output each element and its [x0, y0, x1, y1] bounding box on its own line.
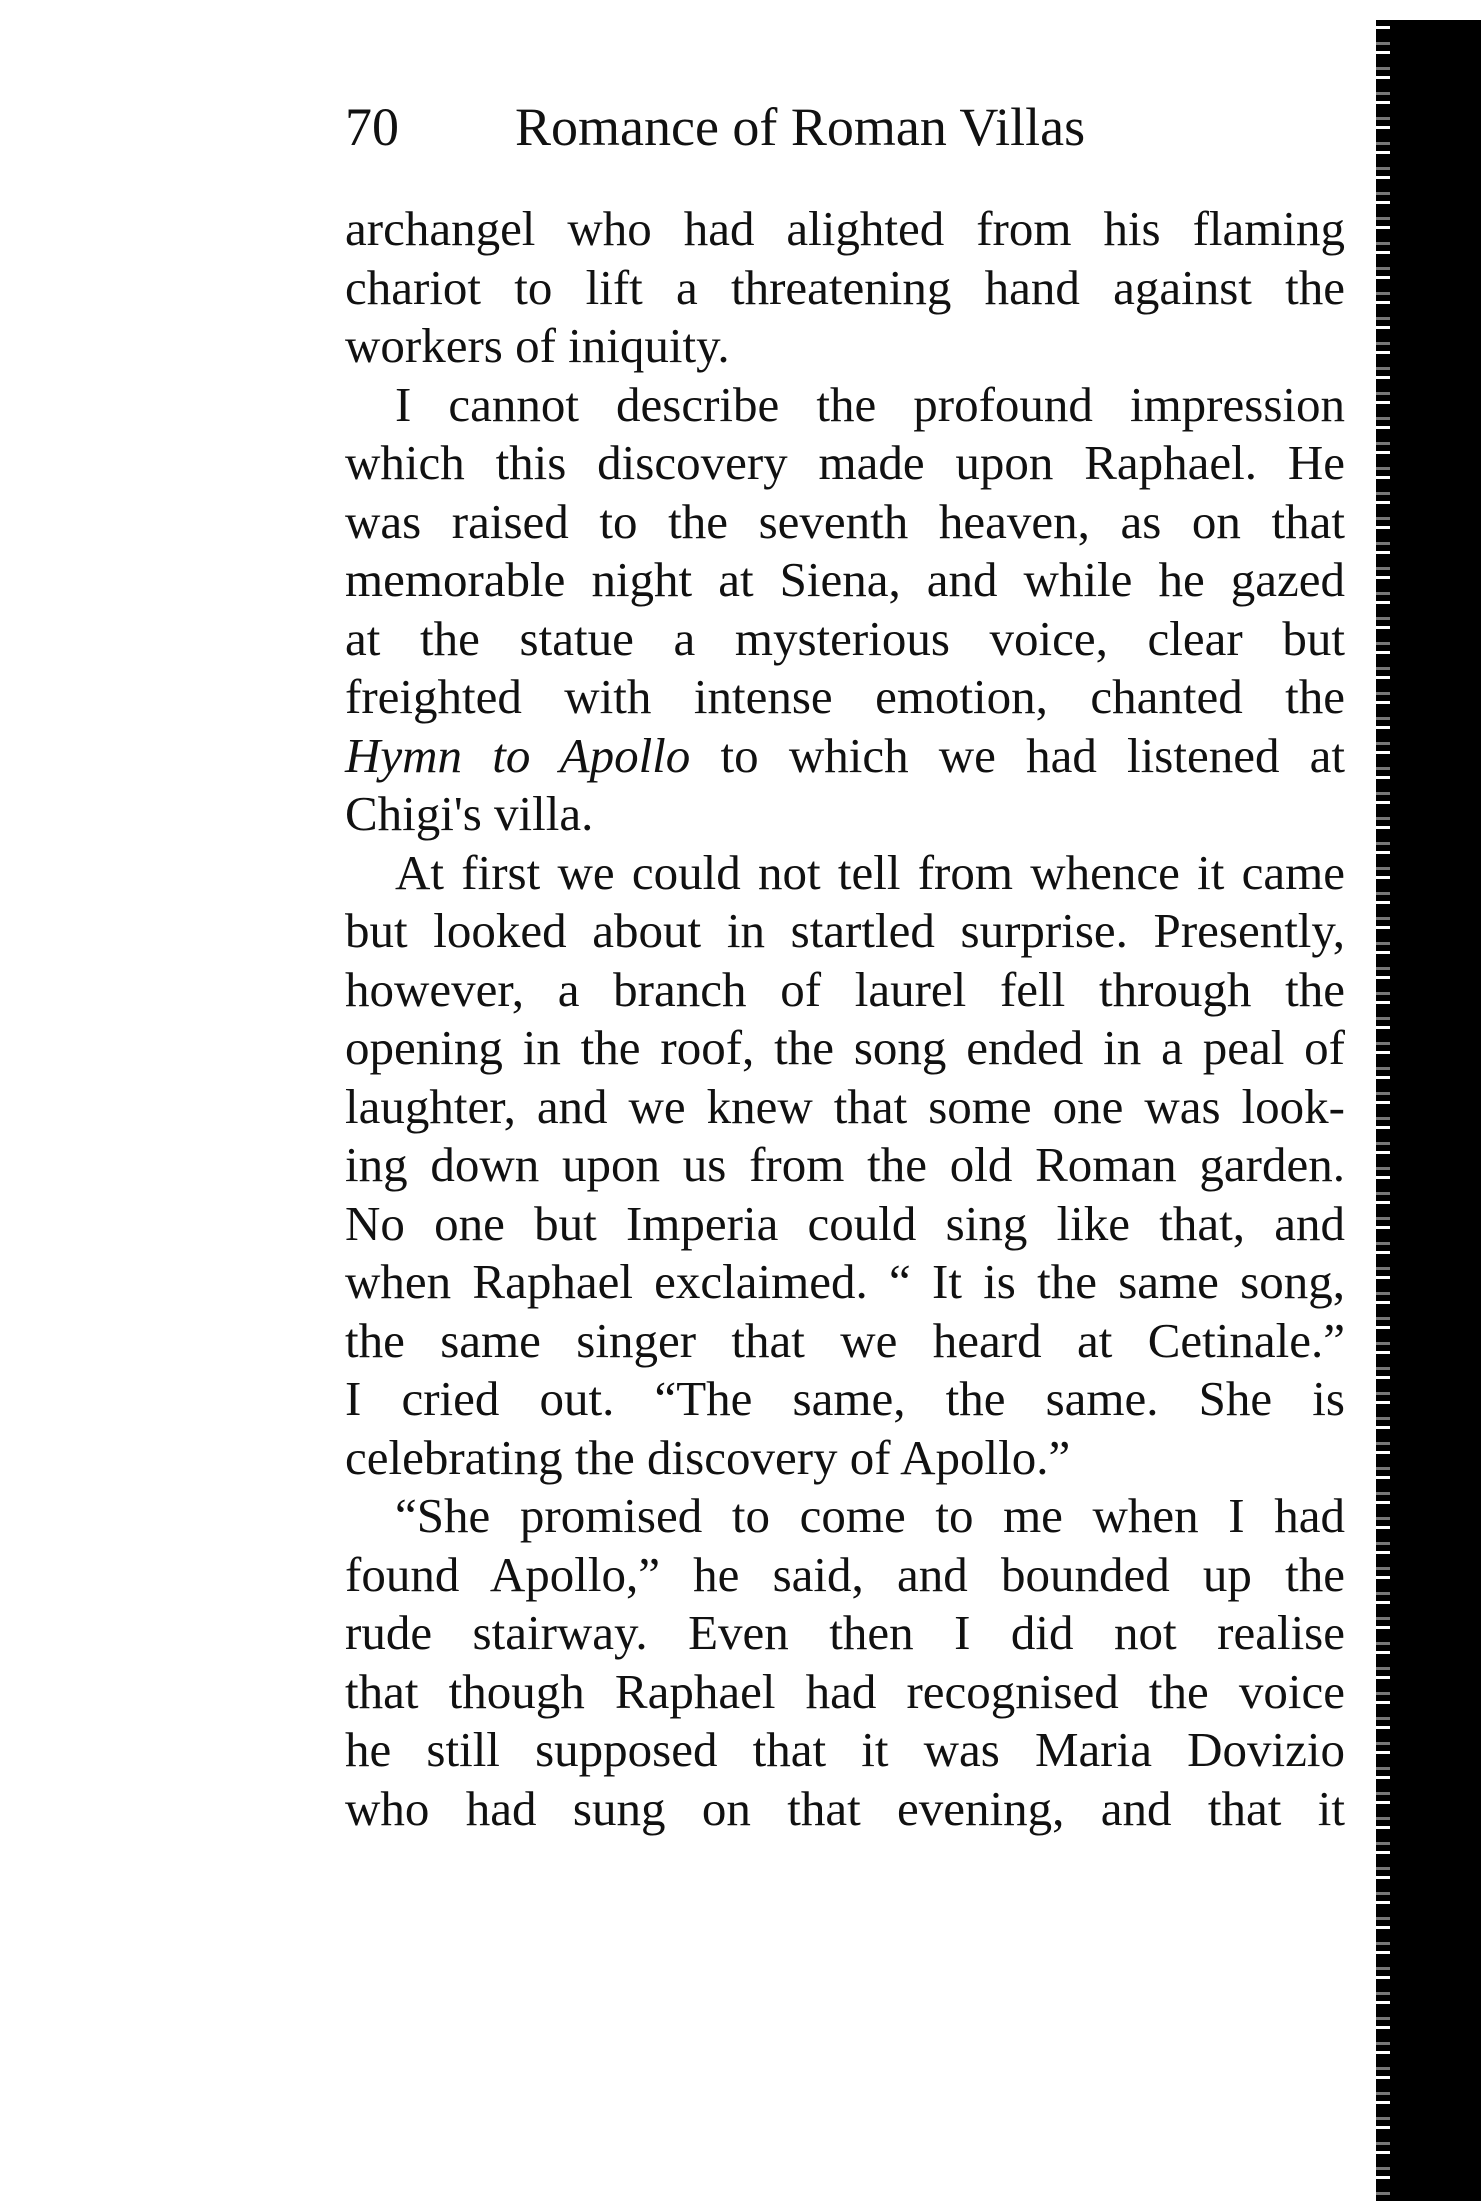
text-line: celebrating the discovery of Apollo.”: [345, 1429, 1071, 1485]
text-line: however, a branch of laurel fell through the: [345, 961, 1345, 1017]
text-line: found Apollo,” he said, and bounded up the: [345, 1546, 1345, 1602]
text-line: that though Raphael had recognised the voice: [345, 1663, 1345, 1719]
text-line: “She promised to come to me when I had: [395, 1488, 1345, 1543]
page-number: 70: [345, 97, 399, 157]
text-line: was raised to the seventh heaven, as on that: [345, 493, 1345, 549]
text-line: chariot to lift a threatening hand against the: [345, 259, 1345, 315]
text-line: when Raphael exclaimed. “ It is the same song,: [345, 1254, 1345, 1309]
text-line: rude stairway. Even then I did not realise: [345, 1605, 1345, 1660]
text-line: archangel who had alighted from his flaming: [345, 201, 1345, 256]
text-line: No one but Imperia could sing like that, and: [345, 1195, 1345, 1251]
text-line: who had sung on that evening, and that it: [345, 1780, 1345, 1836]
text-line: At first we could not tell from whence it came: [395, 844, 1345, 900]
text-line: Chigi's villa.: [345, 786, 594, 841]
scanned-page-edge: [1386, 20, 1481, 2201]
text-line: I cried out. “The same, the same. She is: [345, 1371, 1345, 1426]
text-line: laughter, and we knew that some one was look-: [345, 1078, 1345, 1134]
page-header: [345, 92, 1345, 162]
italic-title: Hymn to Apollo: [345, 727, 691, 783]
body-text: [345, 200, 1345, 1838]
text-line: which this discovery made upon Raphael. He: [345, 435, 1345, 490]
text-line: ing down upon us from the old Roman garden.: [345, 1137, 1345, 1192]
text-line: opening in the roof, the song ended in a peal of: [345, 1020, 1345, 1075]
text-line-with-title: [345, 727, 1345, 786]
text-line: freighted with intense emotion, chanted the: [345, 669, 1345, 724]
text-line: but looked about in startled surprise. Presently,: [345, 903, 1345, 958]
text-line: the same singer that we heard at Cetinale.”: [345, 1312, 1345, 1368]
text-line: at the statue a mysterious voice, clear but: [345, 610, 1345, 666]
running-title: Romance of Roman Villas: [515, 97, 1086, 157]
text-line: workers of iniquity.: [345, 318, 730, 373]
text-line: I cannot describe the profound impression: [395, 376, 1345, 432]
text-line: he still supposed that it was Maria Dovizio: [345, 1722, 1345, 1777]
text-line-rest: to which we had listened at: [720, 727, 1346, 783]
text-line: memorable night at Siena, and while he gazed: [345, 552, 1345, 607]
